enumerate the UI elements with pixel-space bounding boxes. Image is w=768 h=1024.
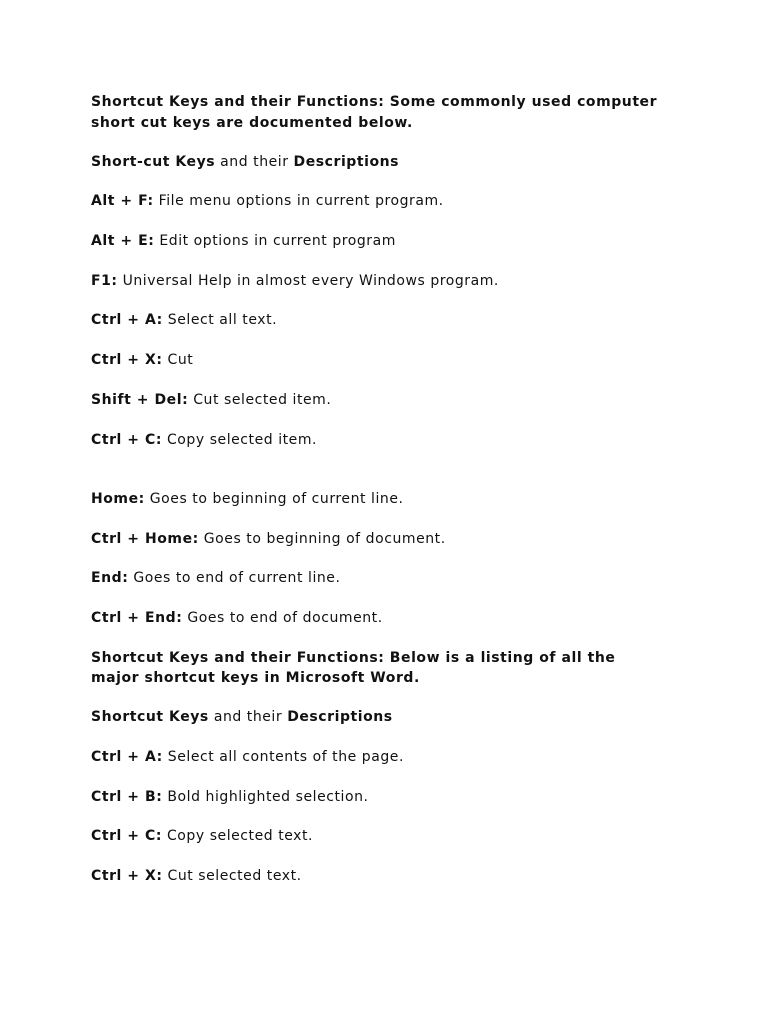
shortcut-key: Ctrl + C: bbox=[91, 432, 162, 448]
table-header-2 bbox=[91, 707, 691, 727]
header-middle-text: and their bbox=[215, 154, 294, 170]
shortcut-entry bbox=[91, 568, 691, 588]
header-middle-text: and their bbox=[208, 709, 288, 725]
shortcut-entry bbox=[91, 310, 691, 330]
shortcut-key: Ctrl + Home: bbox=[91, 531, 199, 547]
shortcut-key: Ctrl + X: bbox=[91, 868, 163, 884]
shortcut-description: Select all text. bbox=[162, 312, 278, 328]
shortcut-description: File menu options in current program. bbox=[153, 193, 444, 209]
shortcut-entry bbox=[91, 787, 691, 807]
shortcut-description: Goes to end of current line. bbox=[128, 570, 341, 586]
shortcut-entry bbox=[91, 430, 691, 450]
shortcut-entry bbox=[91, 529, 691, 549]
shortcut-entry bbox=[91, 350, 691, 370]
shortcut-description: Goes to beginning of document. bbox=[198, 531, 446, 547]
table-header-1 bbox=[91, 152, 691, 172]
shortcut-description: Goes to end of document. bbox=[182, 610, 383, 626]
shortcut-key: Ctrl + C: bbox=[91, 828, 162, 844]
shortcut-entry bbox=[91, 271, 691, 291]
shortcut-description: Universal Help in almost every Windows program. bbox=[117, 273, 499, 289]
shortcut-entry bbox=[91, 489, 691, 509]
shortcut-key: Ctrl + A: bbox=[91, 749, 163, 765]
shortcut-description: Edit options in current program bbox=[154, 233, 396, 249]
shortcut-key: Ctrl + X: bbox=[91, 352, 163, 368]
shortcut-key: F1: bbox=[91, 273, 118, 289]
shortcut-key: Home: bbox=[91, 491, 145, 507]
shortcut-key: Ctrl + A: bbox=[91, 312, 163, 328]
shortcut-entry bbox=[91, 191, 691, 211]
shortcut-description: Cut selected item. bbox=[188, 392, 332, 408]
shortcut-entry bbox=[91, 608, 691, 628]
shortcut-entry bbox=[91, 866, 691, 886]
intro-heading-line-1: Shortcut Keys and their Functions: Some commonly used computer bbox=[91, 94, 658, 110]
shortcut-description: Select all contents of the page. bbox=[162, 749, 404, 765]
shortcut-key: End: bbox=[91, 570, 129, 586]
shortcut-description: Copy selected item. bbox=[161, 432, 318, 448]
shortcut-key: Ctrl + B: bbox=[91, 789, 163, 805]
shortcut-description: Copy selected text. bbox=[161, 828, 314, 844]
shortcut-key: Shift + Del: bbox=[91, 392, 189, 408]
shortcut-entry bbox=[91, 826, 691, 846]
header-descriptions-label: Descriptions bbox=[287, 709, 393, 725]
word-heading-line-2: major shortcut keys in Microsoft Word. bbox=[91, 670, 420, 686]
shortcut-entry bbox=[91, 390, 691, 410]
shortcut-description: Cut selected text. bbox=[162, 868, 302, 884]
shortcut-description: Bold highlighted selection. bbox=[162, 789, 369, 805]
intro-heading-line-2: short cut keys are documented below. bbox=[91, 115, 413, 131]
shortcut-entry bbox=[91, 747, 691, 767]
header-keys-label: Short-cut Keys bbox=[91, 154, 216, 170]
header-descriptions-label: Descriptions bbox=[293, 154, 400, 170]
header-keys-label: Shortcut Keys bbox=[91, 709, 209, 725]
shortcut-entry bbox=[91, 231, 691, 251]
word-heading-line-1: Shortcut Keys and their Functions: Below is a listing of all the bbox=[91, 650, 616, 666]
shortcut-description: Cut bbox=[162, 352, 194, 368]
shortcut-key: Alt + E: bbox=[91, 233, 155, 249]
shortcut-description: Goes to beginning of current line. bbox=[144, 491, 404, 507]
shortcut-key: Ctrl + End: bbox=[91, 610, 183, 626]
shortcut-key: Alt + F: bbox=[91, 193, 154, 209]
